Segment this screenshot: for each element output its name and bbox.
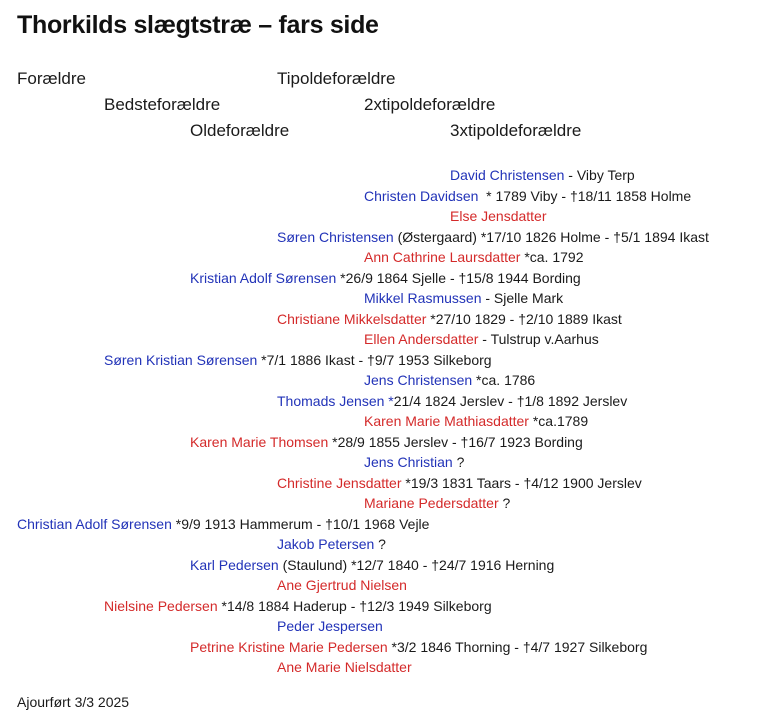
page-title: Thorkilds slægtstræ – fars side (17, 11, 379, 39)
person-details: - Viby Terp (564, 167, 635, 183)
person-row (17, 515, 429, 533)
person-details: *3/2 1846 Thorning - †4/7 1927 Silkeborg (387, 639, 648, 655)
person-name: Karen Marie Thomsen (190, 434, 329, 450)
header-bedsteforaeldre: Bedsteforældre (104, 95, 221, 114)
person-row (364, 494, 510, 512)
person-row (277, 576, 407, 594)
person-name: Thomads Jensen * (277, 393, 394, 409)
person-name: Jens Christian (364, 454, 453, 470)
person-details: - Tulstrup v.Aarhus (478, 331, 599, 347)
person-details: 21/4 1824 Jerslev - †1/8 1892 Jerslev (393, 393, 628, 409)
header-oldeforaeldre: Oldeforældre (190, 121, 290, 140)
person-row (190, 269, 581, 287)
person-name: Christine Jensdatter (277, 475, 402, 491)
footer-updated: Ajourført 3/3 2025 (17, 694, 130, 710)
header-3xtipoldeforaeldre: 3xtipoldeforældre (450, 121, 582, 140)
person-details: *14/8 1884 Haderup - †12/3 1949 Silkeborg (217, 598, 492, 614)
person-details: ? (498, 495, 511, 511)
person-name: Christian Adolf Sørensen (17, 516, 172, 532)
person-name: Peder Jespersen (277, 618, 383, 634)
person-details: * 1789 Viby - †18/11 1858 Holme (478, 188, 692, 204)
person-name: Else Jensdatter (450, 208, 547, 224)
person-details: *28/9 1855 Jerslev - †16/7 1923 Bording (328, 434, 583, 450)
person-name: Søren Kristian Sørensen (104, 352, 258, 368)
person-row (364, 371, 535, 389)
person-row (277, 535, 386, 553)
person-details: *ca. 1792 (520, 249, 584, 265)
person-row (277, 392, 627, 410)
person-details: (Østergaard) *17/10 1826 Holme - †5/1 1894 Ikast (393, 229, 709, 245)
person-name: Mikkel Rasmussen (364, 290, 482, 306)
person-name: Mariane Pedersdatter (364, 495, 499, 511)
header-tipoldeforaeldre: Tipoldeforældre (277, 69, 396, 88)
person-row (364, 187, 691, 205)
person-details: *19/3 1831 Taars - †4/12 1900 Jerslev (401, 475, 642, 491)
person-name: Søren Christensen (277, 229, 394, 245)
person-name: David Christensen (450, 167, 565, 183)
person-row (364, 330, 599, 348)
person-row (450, 207, 547, 225)
person-details: *9/9 1913 Hammerum - †10/1 1968 Vejle (171, 516, 430, 532)
person-name: Nielsine Pedersen (104, 598, 218, 614)
person-details: *27/10 1829 - †2/10 1889 Ikast (426, 311, 622, 327)
person-details: ? (452, 454, 465, 470)
person-row (277, 474, 642, 492)
person-row (104, 351, 492, 369)
person-name: Ane Marie Nielsdatter (277, 659, 412, 675)
person-details: (Staulund) *12/7 1840 - †24/7 1916 Herning (278, 557, 555, 573)
person-row (190, 556, 554, 574)
person-name: Ane Gjertrud Nielsen (277, 577, 407, 593)
person-details: *ca.1789 (528, 413, 589, 429)
person-name: Christiane Mikkelsdatter (277, 311, 427, 327)
person-name: Ann Cathrine Laursdatter (364, 249, 521, 265)
person-details: *7/1 1886 Ikast - †9/7 1953 Silkeborg (257, 352, 492, 368)
person-row (277, 658, 412, 676)
person-name: Jens Christensen (364, 372, 473, 388)
person-details: *26/9 1864 Sjelle - †15/8 1944 Bording (336, 270, 581, 286)
person-row (190, 433, 583, 451)
person-name: Karl Pedersen (190, 557, 279, 573)
person-row (277, 228, 709, 246)
person-row (277, 310, 622, 328)
header-foraeldre: Forældre (17, 69, 86, 88)
person-row (277, 617, 383, 635)
header-2xtipoldeforaeldre: 2xtipoldeforældre (364, 95, 496, 114)
person-row (364, 412, 588, 430)
person-row (450, 166, 635, 184)
person-name: Karen Marie Mathiasdatter (364, 413, 529, 429)
person-row (104, 597, 492, 615)
person-row (364, 248, 584, 266)
person-details: - Sjelle Mark (481, 290, 564, 306)
person-name: Petrine Kristine Marie Pedersen (190, 639, 388, 655)
person-details: ? (374, 536, 386, 552)
person-row (364, 289, 563, 307)
person-details: *ca. 1786 (472, 372, 536, 388)
person-name: Kristian Adolf Sørensen (190, 270, 337, 286)
person-name: Jakob Petersen (277, 536, 375, 552)
person-name: Ellen Andersdatter (364, 331, 479, 347)
person-name: Christen Davidsen (364, 188, 479, 204)
person-row (190, 638, 647, 656)
person-row (364, 453, 464, 471)
